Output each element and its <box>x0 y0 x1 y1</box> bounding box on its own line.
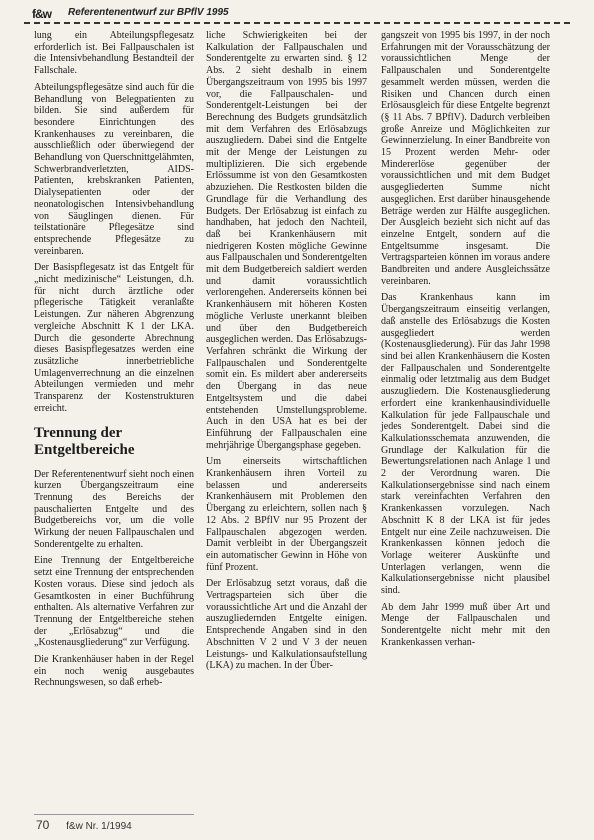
journal-issue: f&w Nr. 1/1994 <box>66 821 132 832</box>
journal-logo: f&w <box>32 7 51 21</box>
column-3 <box>381 30 550 654</box>
paragraph: Der Erlösabzug setzt voraus, daß die Vertragsparteien sich über die voraussichtliche Art und die Anzahl der auszugliedernden Entgelte einigen. Entsprechende Angaben sind in den Abschnitten V 2 und V 3 der neuen Leistungs- und Kalkulationsaufstellung (LKA) zu machen. In der Über- <box>206 578 367 672</box>
paragraph: Ab dem Jahr 1999 muß über Art und Menge der Fallpauschalen und Sonderentgelte nicht mehr mit den Krankenkassen verhan- <box>381 601 550 648</box>
paragraph: Der Basispflegesatz ist das Entgelt für „nicht medizinische“ Leistungen, d.h. für nicht durch ärztliche oder pflegerische Tätigkeit veranlaßte Leistungen. Zur näheren Abgrenzung vergleiche Abschnitt K 1 der LKA. Durch die gesonderte Abrechnung dieses Basispflegesatzes werden eine zusätzliche innerbetriebliche Umlagenverrechnung an die einzelnen Abteilungen vermieden und mehr Transparenz der Kostenstrukturen erreicht. <box>34 262 194 414</box>
header-rule <box>24 22 570 24</box>
running-header <box>24 4 570 24</box>
footer-rule <box>34 814 194 815</box>
column-1 <box>34 30 194 694</box>
page-number: 70 <box>36 818 50 832</box>
paragraph: gangszeit von 1995 bis 1997, in der noch Erfahrungen mit der Vorausschätzung der voraussichtlichen Menge der Fallpauschalen und Sonderentgelte gesammelt werden müssen, werden die Risiken und Chancen durch einen Erlösausgleich für diese Entgelte begrenzt (§ 11 Abs. 7 BPflV). Dadurch verbleiben große Anreize und Möglichkeiten zur Gewinnerzielung. In einer Bandbreite von 15 Prozent werden Mehr- oder Mindererlöse gegenüber der voraussichtlichen und mit dem Budget ausgegliederten Summe nicht ausgeglichen. Erst darüber hinausgehende Beträge werden zur Hälfte ausgeglichen. Der Ausgleich bezieht sich nicht auf das einzelne Entgelt, sondern auf die Entgeltsumme insgesamt. Die Vertragsparteien können im voraus andere Bandbreiten und andere Ausgleichssätze vereinbaren. <box>381 30 550 287</box>
paragraph: lung ein Abteilungspflegesatz erforderlich ist. Bei Fallpauschalen ist die Intensivbehandlung Bestandteil der Fallschale. <box>34 30 194 77</box>
column-2 <box>206 30 367 677</box>
paragraph: Das Krankenhaus kann im Übergangszeitraum einseitig verlangen, daß anstelle des Erlösabzugs die Kosten ausgegliedert werden (Kostenausgliederung). Für das Jahr 1998 sind bei allen Krankenhäusern die Kosten der Fallpauschalen und Sonderentgelte einmalig oder letztmalig aus dem Budget auszugliedern. Die Kostenausgliederung erfordert eine krankenhausindividuelle Kalkulation für jede Fallpauschale und jedes Sonderentgelt. Dabei sind die Kalkulationsschemata anzuwenden, die Grundlage der Kalkulation für die Bewertungsrelationen nach Anlage 1 und 2 der Verordnung waren. Die Kalkulationsergebnisse sind nach einem stark vereinfachten Verfahren den Krankenkassen vorzulegen. Nach Abschnitt K 8 der LKA ist für jedes Entgelt nur eine Zeile nachzuweisen. Die Krankenkassen können jedoch die Vorlage weiterer Auskünfte und Unterlagen verlangen, wenn die Kalkulationsergebnisse nicht plausibel sind. <box>381 292 550 597</box>
page-footer <box>36 818 132 832</box>
section-heading: Trennung der Entgeltbereiche <box>34 424 135 458</box>
paragraph: liche Schwierigkeiten bei der Kalkulation der Fallpauschalen und Sonderentgelte zu erwarten sind. § 12 Abs. 2 sieht deshalb in einem Übergangszeitraum von 1995 bis 1997 vor, die Fallpauschalen- und Sonderentgelt-Leistungen bei der Berechnung des Budgets grundsätzlich mit dem Verfahren des Erlösabzugs auszugliedern. Dabei sind die Entgelte mit der Menge der Leistungen zu multiplizieren. Die sich ergebende Erlössumme ist von den Gesamtkosten abzuziehen. Die Restkosten bilden die Grundlage für die Verhandlung des Budgets. Der Erlösabzug ist einfach zu handhaben, hat jedoch den Nachteil, daß bei Krankenhäusern mit niedrigeren Kosten mögliche Gewinne aus Fallpauschalen und Sonderentgelten mit dem Budgetbereich saldiert werden und damit voraussichtlich verlorengehen. Andererseits können bei Krankenhäusern mit höheren Kosten mögliche Verluste unerkannt bleiben und über den Budgetbereich ausgeglichen werden. Das Erlösabzugs-Verfahren schränkt die Wirkung der Fallpauschalen und Sonderentgelte somit ein. Es mildert aber andererseits den Übergang in das neue Entgeltsystem und die dabei entstehenden Umstellungsprobleme. Auch in den USA hat es bei der Einführung der Fallpauschalen eine mehrjährige Übergangsphase gegeben. <box>206 30 367 451</box>
paragraph: Der Referentenentwurf sieht noch einen kurzen Übergangszeitraum eine Trennung des Bereichs der pauschalierten Entgelte und des Budgetbereichs vor, um die volle Wirkung der neuen Fallpauschalen und Sonderentgelte zu erhalten. <box>34 468 194 550</box>
paragraph: Die Krankenhäuser haben in der Regel ein noch wenig ausgebautes Rechnungswesen, so daß erheb- <box>34 654 194 689</box>
paragraph: Um einerseits wirtschaftlichen Krankenhäusern ihren Vorteil zu belassen und andererseits Krankenhäusern mit Problemen den Übergang zu erleichtern, sollen nach § 12 Abs. 2 BPflV nur 95 Prozent der Fallpauschalen abgezogen werden. Damit verbleibt in der Übergangszeit ein automatischer Gewinn in Höhe von fünf Prozent. <box>206 456 367 573</box>
running-header-title: Referentenentwurf zur BPflV 1995 <box>68 7 229 18</box>
paragraph: Eine Trennung der Entgeltbereiche setzt eine Trennung der entsprechenden Kosten voraus. Diese sind jedoch als Gesamtkosten in einer Buchführung enthalten. Als alternative Verfahren zur Trennung der Entgeltbereiche stehen der „Erlösabzug“ und die „Kostenausgliederung“ zur Verfügung. <box>34 555 194 649</box>
paragraph: Abteilungspflegesätze sind auch für die Behandlung von Belegpatienten zu bilden. Sie sind außerdem für besondere Einrichtungen des Krankenhauses zu vereinbaren, die ausschließlich oder überwiegend der Behandlung von Querschnittgelähmten, Schwerbrandverletzten, AIDS-Patienten, krebskranken Patienten, Dialysepatienten oder der neonatologischen Intensivbehandlung von Säuglingen dienen. Für teilstationäre Pflegesätze sind entsprechende Pflegesätze zu vereinbaren. <box>34 81 194 257</box>
